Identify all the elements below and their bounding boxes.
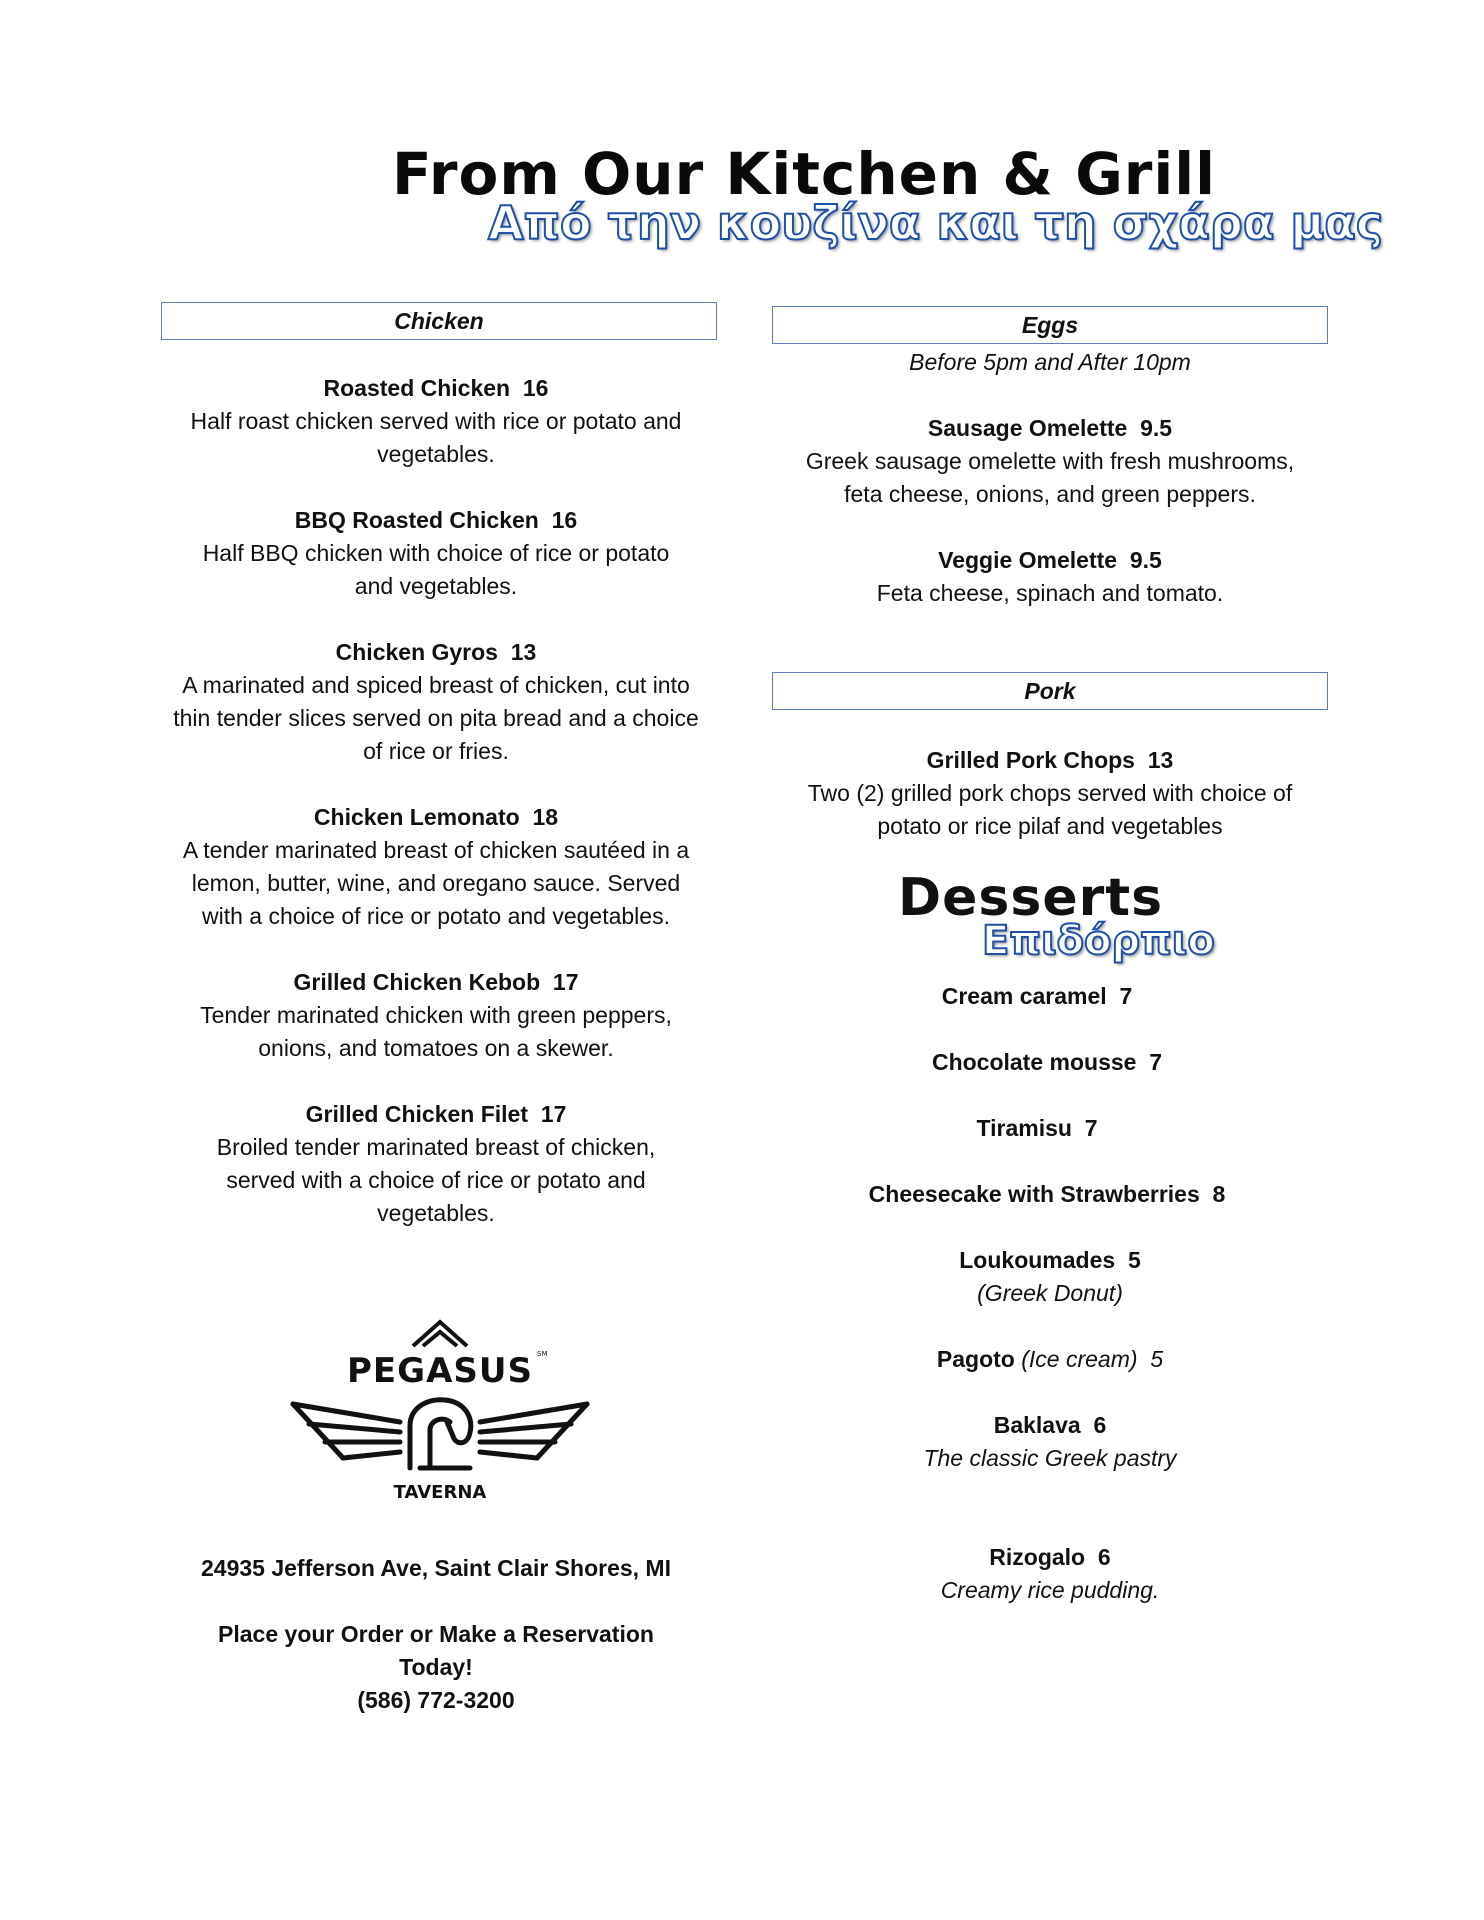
dessert-item bbox=[783, 1343, 1317, 1376]
menu-item-title bbox=[156, 1098, 716, 1131]
item-price: 13 bbox=[510, 639, 537, 665]
item-price: 6 bbox=[1093, 1412, 1107, 1438]
reservation-cta-2: Today! bbox=[399, 1654, 473, 1680]
pork-section-header: Pork bbox=[772, 672, 1328, 710]
item-description: A tender marinated breast of chicken sautéed in a lemon, butter, wine, and oregano sauce. Served with a choice of rice or potato and vegetables. bbox=[182, 837, 690, 929]
dessert-item bbox=[783, 1244, 1317, 1310]
pork-list bbox=[770, 744, 1330, 876]
menu-item-title bbox=[156, 636, 716, 669]
dessert-item bbox=[777, 1046, 1317, 1079]
item-description: Half BBQ chicken with choice of rice or potato and vegetables. bbox=[202, 540, 670, 599]
item-name: Grilled Pork Chops bbox=[926, 747, 1135, 773]
item-description: Feta cheese, spinach and tomato. bbox=[876, 580, 1224, 606]
menu-item-title bbox=[783, 1541, 1317, 1574]
item-description: Greek sausage omelette with fresh mushrooms, feta cheese, onions, and green peppers. bbox=[805, 448, 1295, 507]
menu-item bbox=[770, 744, 1330, 843]
item-price: 16 bbox=[522, 375, 549, 401]
item-price: 13 bbox=[1147, 747, 1174, 773]
item-price: 17 bbox=[540, 1101, 567, 1127]
item-price: 9.5 bbox=[1140, 415, 1173, 441]
item-name: Chicken Lemonato bbox=[313, 804, 520, 830]
eggs-hours-note: Before 5pm and After 10pm bbox=[909, 349, 1191, 375]
item-name: Tiramisu bbox=[976, 1115, 1072, 1141]
item-note: Creamy rice pudding. bbox=[940, 1577, 1160, 1603]
menu-item-title bbox=[156, 372, 716, 405]
menu-item-title bbox=[770, 544, 1330, 577]
item-name: Pagoto bbox=[936, 1346, 1015, 1372]
menu-item-title bbox=[783, 1409, 1317, 1442]
menu-item bbox=[770, 412, 1330, 511]
chicken-section-header: Chicken bbox=[161, 302, 717, 340]
menu-item bbox=[156, 1098, 716, 1230]
item-price: 18 bbox=[532, 804, 559, 830]
desserts-title-greek: Επιδόρπιο bbox=[982, 918, 1215, 964]
menu-item-title bbox=[770, 412, 1330, 445]
item-note: The classic Greek pastry bbox=[923, 1445, 1177, 1471]
item-name: Cheesecake with Strawberries bbox=[868, 1181, 1200, 1207]
item-name: Grilled Chicken Kebob bbox=[293, 969, 541, 995]
item-price: 8 bbox=[1212, 1181, 1226, 1207]
page-title-greek: Από την κουζίνα και τη σχάρα μας bbox=[488, 196, 1384, 250]
dessert-item bbox=[783, 1409, 1317, 1475]
address: 24935 Jefferson Ave, Saint Clair Shores, MI bbox=[201, 1555, 671, 1581]
logo-name-top: PEGASUS bbox=[347, 1351, 533, 1391]
logo-name-bottom: TAVERNA bbox=[393, 1482, 487, 1503]
item-description: A marinated and spiced breast of chicken, cut into thin tender slices served on pita bread and a choice of rice or fries. bbox=[173, 672, 699, 764]
menu-item-title bbox=[770, 744, 1330, 777]
menu-item bbox=[156, 966, 716, 1065]
menu-item bbox=[156, 636, 716, 768]
item-price: 5 bbox=[1127, 1247, 1141, 1273]
menu-item bbox=[156, 372, 716, 471]
item-inline-note: (Ice cream) bbox=[1021, 1346, 1138, 1372]
eggs-list bbox=[770, 346, 1330, 643]
item-price: 6 bbox=[1097, 1544, 1111, 1570]
item-name: BBQ Roasted Chicken bbox=[294, 507, 539, 533]
dessert-item bbox=[757, 980, 1317, 1013]
item-price: 7 bbox=[1119, 983, 1133, 1009]
item-name: Chicken Gyros bbox=[335, 639, 498, 665]
item-price: 7 bbox=[1149, 1049, 1163, 1075]
item-name: Grilled Chicken Filet bbox=[305, 1101, 528, 1127]
item-name: Chocolate mousse bbox=[931, 1049, 1137, 1075]
menu-item-title bbox=[783, 1244, 1317, 1277]
item-name: Cream caramel bbox=[941, 983, 1107, 1009]
item-description: Broiled tender marinated breast of chicken, served with a choice of rice or potato and vegetables. bbox=[216, 1134, 656, 1226]
menu-item bbox=[770, 544, 1330, 610]
menu-item-title bbox=[156, 801, 716, 834]
dessert-item bbox=[777, 1178, 1317, 1211]
dessert-item bbox=[757, 1112, 1317, 1145]
phone-number[interactable]: (586) 772-3200 bbox=[357, 1687, 515, 1713]
menu-item-title bbox=[156, 966, 716, 999]
dessert-item bbox=[783, 1541, 1317, 1607]
desserts-list bbox=[757, 980, 1317, 1640]
item-name: Roasted Chicken bbox=[323, 375, 511, 401]
eggs-section-header: Eggs bbox=[772, 306, 1328, 344]
item-description: Two (2) grilled pork chops served with choice of potato or rice pilaf and vegetables bbox=[807, 780, 1293, 839]
item-price: 17 bbox=[552, 969, 579, 995]
item-name: Veggie Omelette bbox=[938, 547, 1118, 573]
chicken-list bbox=[156, 372, 716, 1263]
page-title: From Our Kitchen & Grill bbox=[392, 140, 1217, 208]
pegasus-taverna-logo bbox=[285, 1318, 595, 1508]
logo-service-mark: SM bbox=[537, 1350, 548, 1358]
item-name: Loukoumades bbox=[959, 1247, 1116, 1273]
item-name: Baklava bbox=[993, 1412, 1081, 1438]
item-price: 5 bbox=[1150, 1346, 1164, 1372]
item-note: (Greek Donut) bbox=[977, 1280, 1123, 1306]
menu-item-title bbox=[156, 504, 716, 537]
menu-item bbox=[156, 801, 716, 933]
item-price: 7 bbox=[1084, 1115, 1098, 1141]
item-name: Sausage Omelette bbox=[927, 415, 1128, 441]
item-price: 9.5 bbox=[1129, 547, 1162, 573]
menu-item bbox=[156, 504, 716, 603]
desserts-title: Desserts bbox=[898, 868, 1164, 928]
reservation-cta: Place your Order or Make a Reservation bbox=[218, 1621, 654, 1647]
item-price: 16 bbox=[551, 507, 578, 533]
item-description: Half roast chicken served with rice or potato and vegetables. bbox=[190, 408, 682, 467]
item-name: Rizogalo bbox=[989, 1544, 1086, 1570]
item-description: Tender marinated chicken with green peppers, onions, and tomatoes on a skewer. bbox=[200, 1002, 672, 1061]
